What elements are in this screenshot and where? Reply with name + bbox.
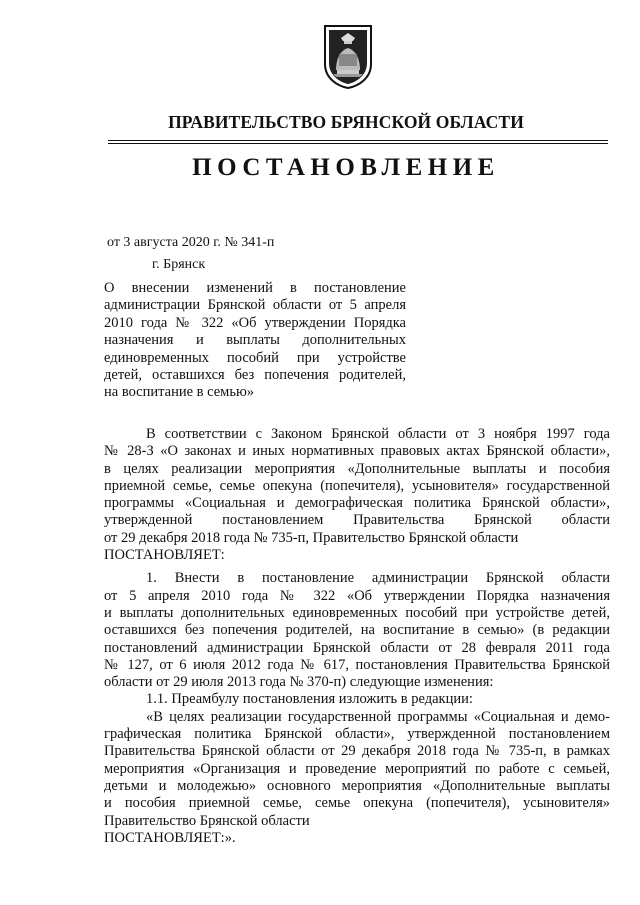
paragraph-line: области от 29 июля 2013 года № 370-п) следующие изменения:	[104, 674, 494, 691]
subject-line: единовременных пособий при устройстве	[104, 349, 406, 366]
paragraph-line: «В целях реализации государственной программы «Социальная и демо-	[146, 708, 610, 725]
item-1-paragraph	[104, 570, 610, 691]
subject-line: 2010 года № 322 «Об утверждении Порядка	[104, 314, 406, 331]
paragraph-line: от 5 апреля 2010 года № 322 «Об утверждении Порядка назначения	[104, 587, 610, 604]
paragraph-line: В соответствии с Законом Брянской области от 3 ноября 1997 года	[146, 426, 610, 442]
subject-line: администрации Брянской области от 5 апреля	[104, 297, 406, 314]
paragraph-line: мероприятия «Организация и проведение мероприятий по работе с семьей,	[104, 760, 610, 777]
subject-line: назначения и выплаты дополнительных	[104, 332, 406, 349]
preamble-paragraph	[104, 426, 610, 564]
coat-of-arms-emblem	[323, 24, 373, 90]
subject-line: О внесении изменений в постановление	[104, 280, 406, 296]
paragraph-line: программы «Социальная и демографическая политика Брянской области»,	[104, 495, 610, 512]
paragraph-line: приемной семье, семье опекуна (попечителя), усыновителя» государственной	[104, 477, 610, 494]
document-body	[104, 426, 610, 847]
paragraph-line: детьми и молодежью» основного мероприятия «Дополнительные выплаты	[104, 777, 610, 794]
document-type-title: ПОСТАНОВЛЕНИЕ	[192, 154, 500, 181]
paragraph-line: постановлений администрации Брянской области от 28 февраля 2011 года	[104, 639, 610, 656]
paragraph-line: № 28-З «О законах и иных нормативных правовых актах Брянской области»,	[104, 443, 610, 460]
header-rule-top	[108, 140, 608, 141]
subject-line: на воспитание в семью»	[104, 384, 255, 401]
paragraph-line: № 127, от 6 июля 2012 года № 617, постановления Правительства Брянской	[104, 656, 610, 673]
document-city: г. Брянск	[152, 257, 206, 272]
subject-line: детей, оставшихся без попечения родителей,	[104, 367, 406, 384]
document-date-number: от 3 августа 2020 г. № 341-п	[107, 235, 275, 250]
item-1-1-paragraph	[104, 691, 610, 847]
paragraph-line: ПОСТАНОВЛЯЕТ:	[104, 547, 225, 564]
paragraph-line: Правительство Брянской области	[104, 812, 310, 829]
paragraph-line: ПОСТАНОВЛЯЕТ:».	[104, 829, 236, 846]
paragraph-line: в целях реализации мероприятия «Дополнительные выплаты и пособия	[104, 460, 610, 477]
paragraph-line: утвержденной постановлением Правительства Брянской области	[104, 512, 610, 529]
paragraph-line: от 29 декабря 2018 года № 735-п, Правительство Брянской области	[104, 529, 519, 546]
header-rule-bottom	[108, 143, 608, 144]
paragraph-line: Правительства Брянской области от 29 декабря 2018 года № 735-п, в рамках	[104, 743, 610, 760]
paragraph-line: и выплаты дополнительных единовременных пособий при устройстве детей,	[104, 604, 610, 621]
paragraph-line: 1. Внести в постановление администрации Брянской области	[146, 570, 610, 587]
paragraph-line: оставшихся без попечения родителей, на воспитание в семью» (в редакции	[104, 622, 610, 639]
government-title: ПРАВИТЕЛЬСТВО БРЯНСКОЙ ОБЛАСТИ	[168, 112, 524, 132]
paragraph-line: и пособия приемной семье, семье опекуна (попечителя), усыновителя»	[104, 795, 610, 812]
document-subject	[104, 280, 406, 402]
paragraph-line: графическая политика Брянской области», утвержденной постановлением	[104, 726, 610, 743]
paragraph-line: 1.1. Преамбулу постановления изложить в редакции:	[146, 691, 473, 708]
